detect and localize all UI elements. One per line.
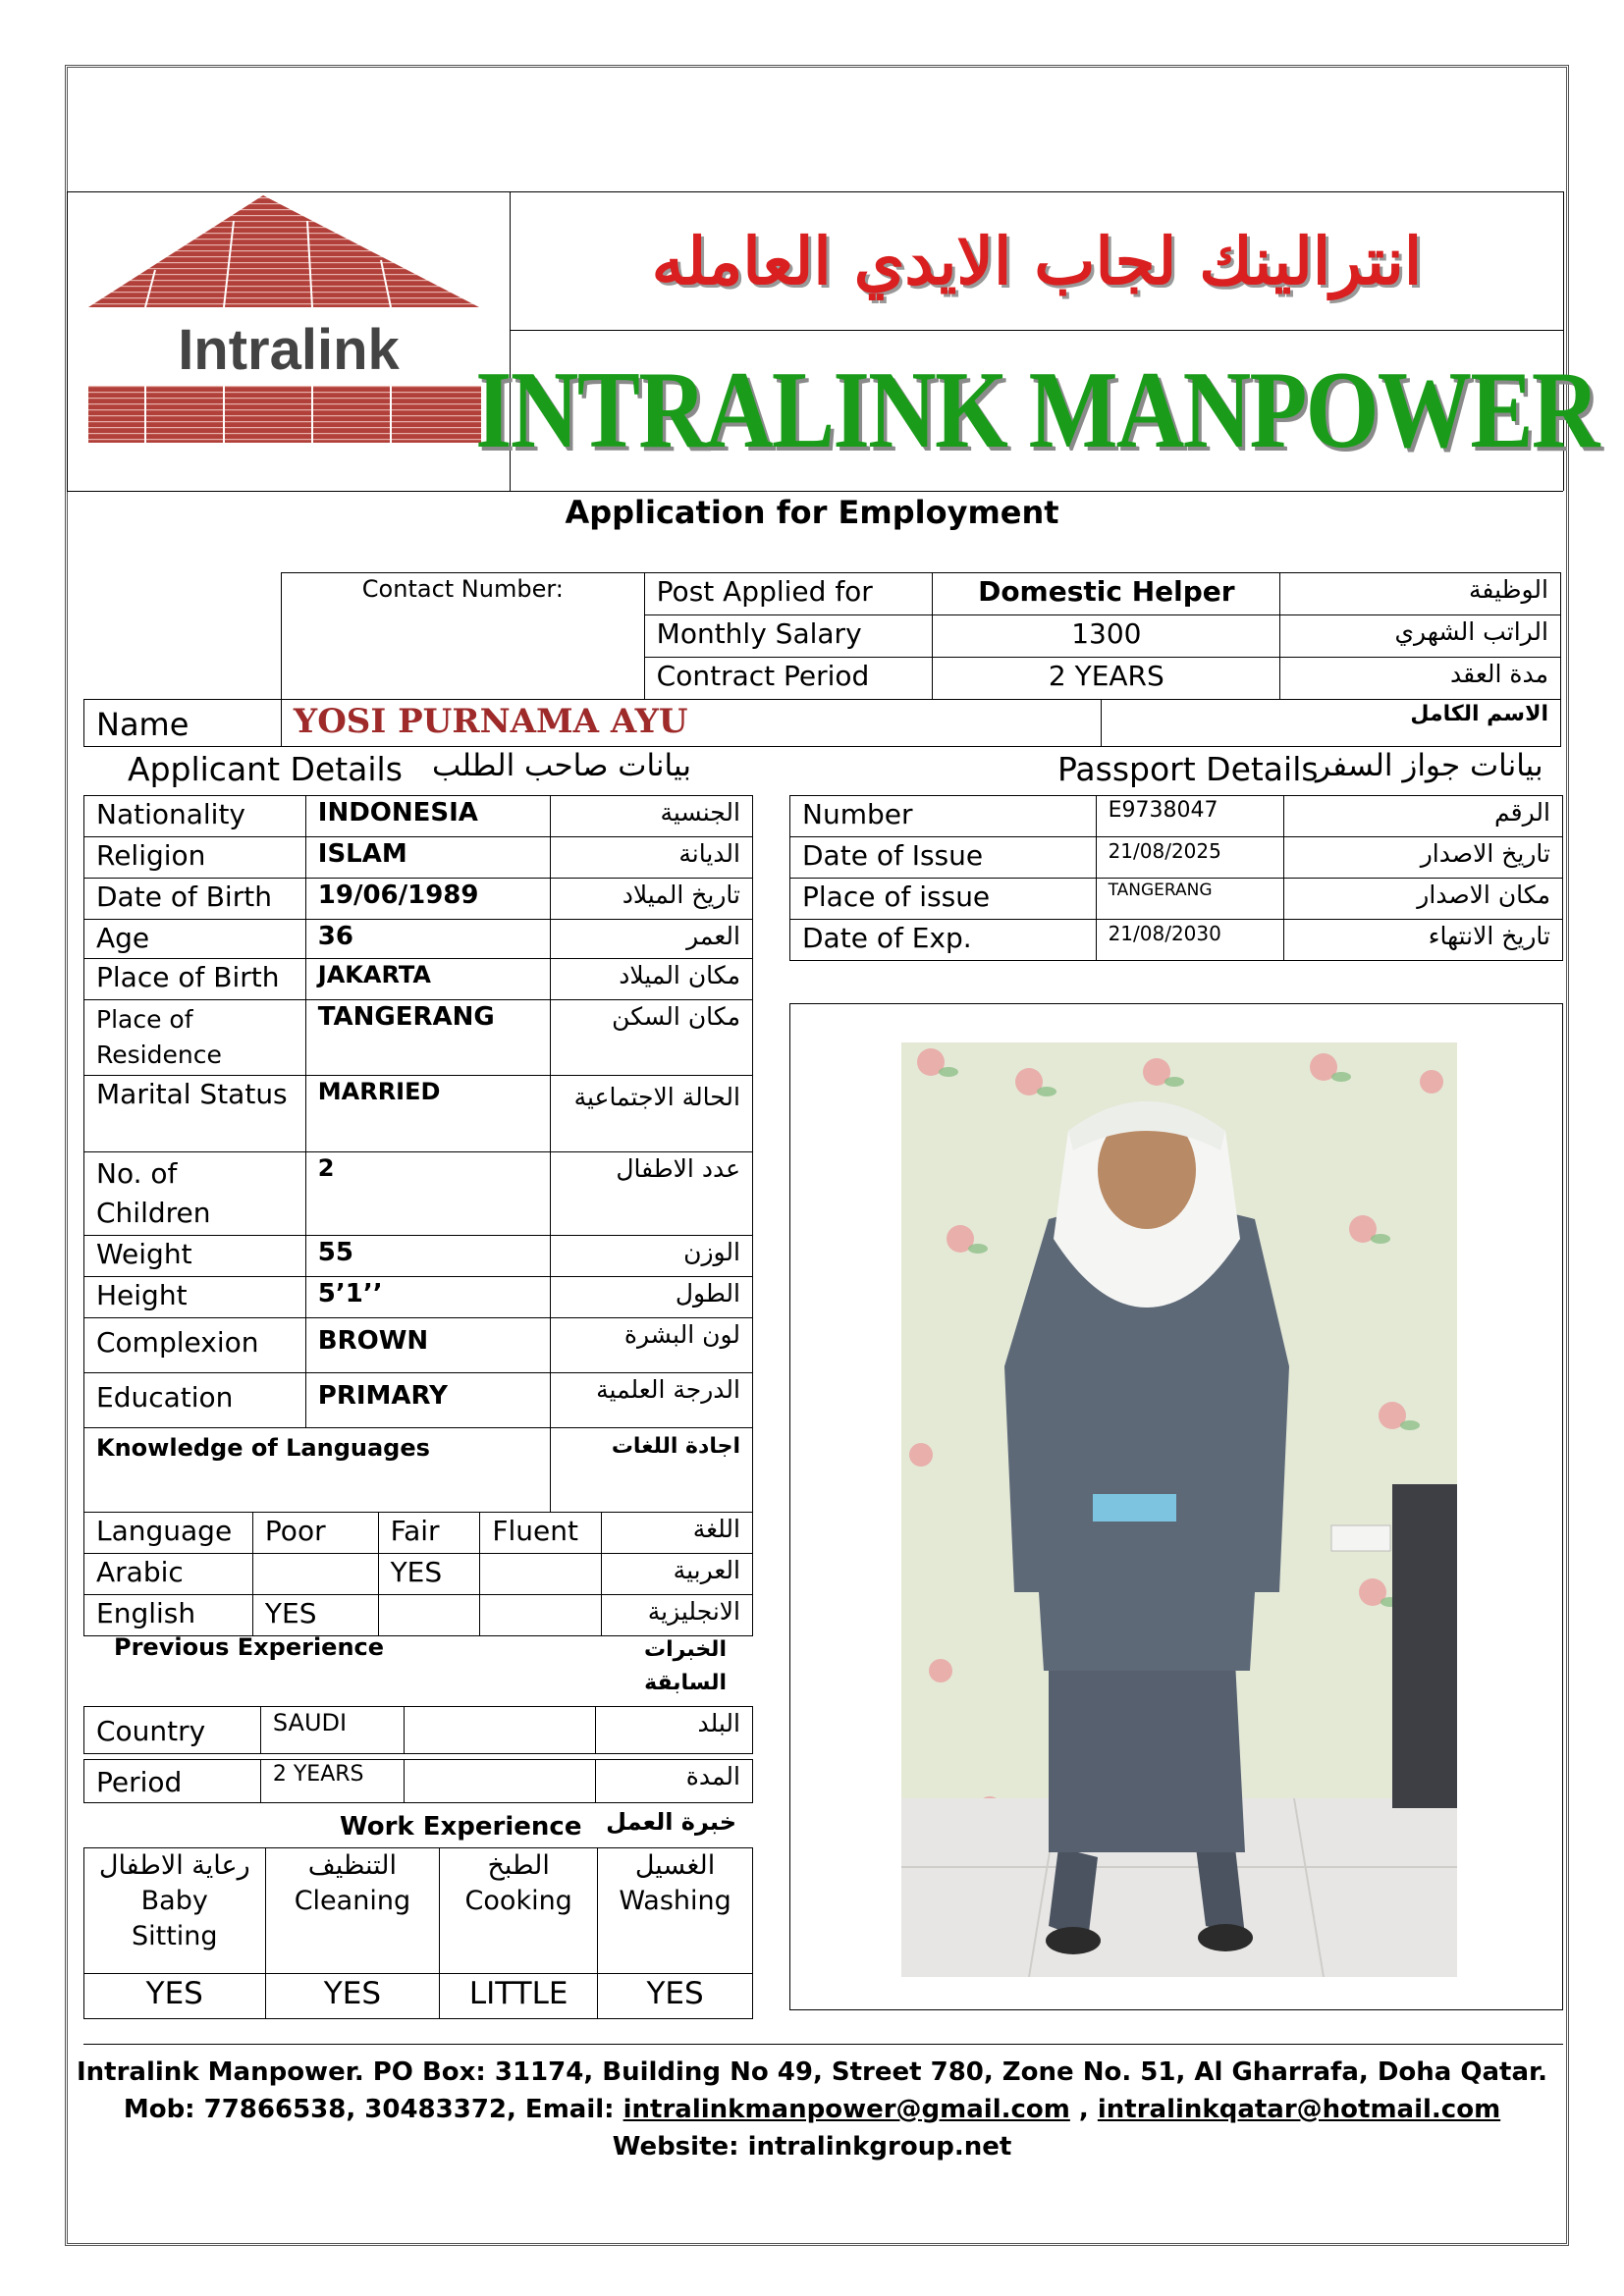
footer-mobile: Mob: 77866538, 30483372, Email: xyxy=(123,2095,623,2124)
skill-label-ar: الغسيل xyxy=(634,1850,716,1881)
post-table xyxy=(281,572,1561,700)
skill-value: LITTLE xyxy=(440,1974,598,2019)
skill-label: Baby Sitting xyxy=(131,1886,218,1951)
field-label: Nationality xyxy=(84,796,306,837)
period-value: 2 YEARS xyxy=(260,1760,404,1803)
field-label: No. of Children xyxy=(84,1152,306,1236)
name-table xyxy=(83,699,1561,747)
field-label: Place of Residence xyxy=(84,1000,306,1076)
passport-field-label: Date of Issue xyxy=(790,837,1097,879)
previous-experience-heading: Previous Experience xyxy=(114,1633,385,1661)
passport-details-heading-ar: بيانات جواز السفر xyxy=(1316,748,1543,783)
skill-value: YES xyxy=(598,1974,753,2019)
passport-field-label-ar: الرقم xyxy=(1284,796,1563,837)
company-logo xyxy=(67,191,511,491)
field-label: Height xyxy=(84,1277,306,1318)
languages-heading-ar: اجادة اللغات xyxy=(551,1428,753,1513)
language-poor xyxy=(252,1554,378,1595)
post-label-ar: الوظيفة xyxy=(1280,573,1561,615)
contract-label: Contract Period xyxy=(644,658,933,700)
field-label: Weight xyxy=(84,1236,306,1277)
contract-value: 2 YEARS xyxy=(933,658,1280,700)
salary-label-ar: الراتب الشهري xyxy=(1280,615,1561,658)
languages-heading: Knowledge of Languages xyxy=(84,1428,551,1513)
field-label-ar: عدد الاطفال xyxy=(551,1152,753,1236)
field-label: Age xyxy=(84,920,306,959)
country-value: SAUDI xyxy=(260,1707,404,1754)
fair-column-header: Fair xyxy=(378,1513,480,1554)
field-value: MARRIED xyxy=(305,1076,551,1152)
applicant-details-heading-ar: بيانات صاحب الطلب xyxy=(432,748,691,783)
languages-table xyxy=(83,1512,753,1636)
skill-value: YES xyxy=(84,1974,266,2019)
footer-divider xyxy=(83,2044,1563,2045)
field-label-ar: الحالة الاجتماعية xyxy=(551,1076,753,1152)
language-fair: YES xyxy=(378,1554,480,1595)
header-bottom-line xyxy=(67,491,1563,492)
field-value: 36 xyxy=(305,920,551,959)
skill-value: YES xyxy=(265,1974,440,2019)
footer xyxy=(0,2054,1624,2165)
language-fluent xyxy=(480,1595,602,1636)
field-label: Marital Status xyxy=(84,1076,306,1152)
field-value: 2 xyxy=(305,1152,551,1236)
field-label: Complexion xyxy=(84,1318,306,1373)
skill-label: Cooking xyxy=(464,1886,572,1916)
field-label-ar: الديانة xyxy=(551,837,753,879)
field-label-ar: العمر xyxy=(551,920,753,959)
skill-label: Washing xyxy=(619,1886,731,1916)
field-value: PRIMARY xyxy=(305,1373,551,1428)
previous-experience-table xyxy=(83,1706,753,1803)
field-value: BROWN xyxy=(305,1318,551,1373)
language-fluent xyxy=(480,1554,602,1595)
applicant-name: YOSI PURNAMA AYU xyxy=(281,700,1101,747)
skill-cell-baby-sitting xyxy=(84,1848,266,1974)
field-value: INDONESIA xyxy=(305,796,551,837)
name-label-ar: الاسم الكامل xyxy=(1102,700,1561,747)
field-label-ar: الوزن xyxy=(551,1236,753,1277)
empty-cell xyxy=(404,1760,595,1803)
salary-label: Monthly Salary xyxy=(644,615,933,658)
company-english-name xyxy=(475,331,1598,491)
passport-details-heading: Passport Details xyxy=(1057,750,1319,788)
skill-cell-cleaning xyxy=(265,1848,440,1974)
skill-label-ar: التنظيف xyxy=(307,1850,398,1881)
footer-separator: , xyxy=(1069,2095,1098,2124)
passport-field-label: Date of Exp. xyxy=(790,920,1097,961)
footer-website: Website: intralinkgroup.net xyxy=(612,2132,1012,2162)
field-label-ar: مكان السكن xyxy=(551,1000,753,1076)
form-title: Application for Employment xyxy=(565,494,1059,531)
field-value: 55 xyxy=(305,1236,551,1277)
field-label-ar: مكان الميلاد xyxy=(551,959,753,1000)
contact-number-cell xyxy=(282,573,645,700)
field-value: ISLAM xyxy=(305,837,551,879)
english-title-text: INTRALINK MANPOWER xyxy=(475,349,1598,471)
passport-field-label-ar: تاريخ الاصدار xyxy=(1284,837,1563,879)
salary-value: 1300 xyxy=(933,615,1280,658)
country-label: Country xyxy=(84,1707,261,1754)
field-value: 19/06/1989 xyxy=(305,879,551,920)
language-column-header: Language xyxy=(84,1513,253,1554)
company-arabic-name xyxy=(511,191,1563,331)
language-fair xyxy=(378,1595,480,1636)
skill-cell-cooking xyxy=(440,1848,598,1974)
field-label-ar: الطول xyxy=(551,1277,753,1318)
language-poor: YES xyxy=(252,1595,378,1636)
empty-cell xyxy=(404,1707,595,1754)
language-name-ar: الانجليزية xyxy=(602,1595,753,1636)
passport-field-label: Number xyxy=(790,796,1097,837)
name-label: Name xyxy=(84,700,282,747)
skill-cell-washing xyxy=(598,1848,753,1974)
fluent-column-header: Fluent xyxy=(480,1513,602,1554)
footer-email-link[interactable]: intralinkmanpower@gmail.com xyxy=(623,2095,1070,2124)
field-label-ar: الجنسية xyxy=(551,796,753,837)
field-label: Place of Birth xyxy=(84,959,306,1000)
field-value: 5’1’’ xyxy=(305,1277,551,1318)
previous-experience-heading-ar: الخبرات السابقة xyxy=(644,1637,727,1695)
logo-text: Intralink xyxy=(178,318,400,382)
field-label-ar: لون البشرة xyxy=(551,1318,753,1373)
passport-field-value: 21/08/2025 xyxy=(1096,837,1284,879)
skill-label-ar: الطبخ xyxy=(487,1850,550,1881)
country-label-ar: البلد xyxy=(596,1707,753,1754)
applicant-details-table xyxy=(83,795,753,1513)
skill-label-ar: رعاية الاطفال xyxy=(98,1850,250,1881)
field-value: JAKARTA xyxy=(305,959,551,1000)
work-experience-heading: Work Experience xyxy=(340,1812,582,1842)
field-value: TANGERANG xyxy=(305,1000,551,1076)
passport-field-value: TANGERANG xyxy=(1096,879,1284,920)
work-experience-table xyxy=(83,1847,753,2019)
period-label: Period xyxy=(84,1760,261,1803)
contract-label-ar: مدة العقد xyxy=(1280,658,1561,700)
field-label-ar: تاريخ الميلاد xyxy=(551,879,753,920)
post-value: Domestic Helper xyxy=(933,573,1280,615)
language-name: Arabic xyxy=(84,1554,253,1595)
applicant-photo xyxy=(901,1042,1457,1977)
footer-email-link[interactable]: intralinkqatar@hotmail.com xyxy=(1097,2095,1501,2124)
language-name: English xyxy=(84,1595,253,1636)
arabic-title-text: انترالينك لجاب الايدي العامله xyxy=(651,222,1423,299)
passport-field-label-ar: مكان الاصدار xyxy=(1284,879,1563,920)
skill-label: Cleaning xyxy=(294,1886,411,1916)
footer-contact-line xyxy=(0,2091,1624,2128)
passport-field-value: E9738047 xyxy=(1096,796,1284,837)
field-label: Date of Birth xyxy=(84,879,306,920)
work-experience-heading-ar: خبرة العمل xyxy=(606,1808,736,1836)
footer-address: Intralink Manpower. PO Box: 31174, Building No 49, Street 780, Zone No. 51, Al Gharrafa, Doha Qatar. xyxy=(77,2057,1547,2087)
language-column-header-ar: اللغة xyxy=(602,1513,753,1554)
applicant-details-heading: Applicant Details xyxy=(128,750,403,788)
passport-details-table xyxy=(789,795,1563,961)
contact-number-label: Contact Number: xyxy=(361,575,564,603)
field-label: Education xyxy=(84,1373,306,1428)
passport-field-label: Place of issue xyxy=(790,879,1097,920)
field-label-ar: الدرجة العلمية xyxy=(551,1373,753,1428)
passport-field-label-ar: تاريخ الانتهاء xyxy=(1284,920,1563,961)
period-label-ar: المدة xyxy=(596,1760,753,1803)
field-label: Religion xyxy=(84,837,306,879)
language-name-ar: العربية xyxy=(602,1554,753,1595)
photo-illustration xyxy=(901,1042,1457,1977)
post-label: Post Applied for xyxy=(644,573,933,615)
passport-field-value: 21/08/2030 xyxy=(1096,920,1284,961)
poor-column-header: Poor xyxy=(252,1513,378,1554)
